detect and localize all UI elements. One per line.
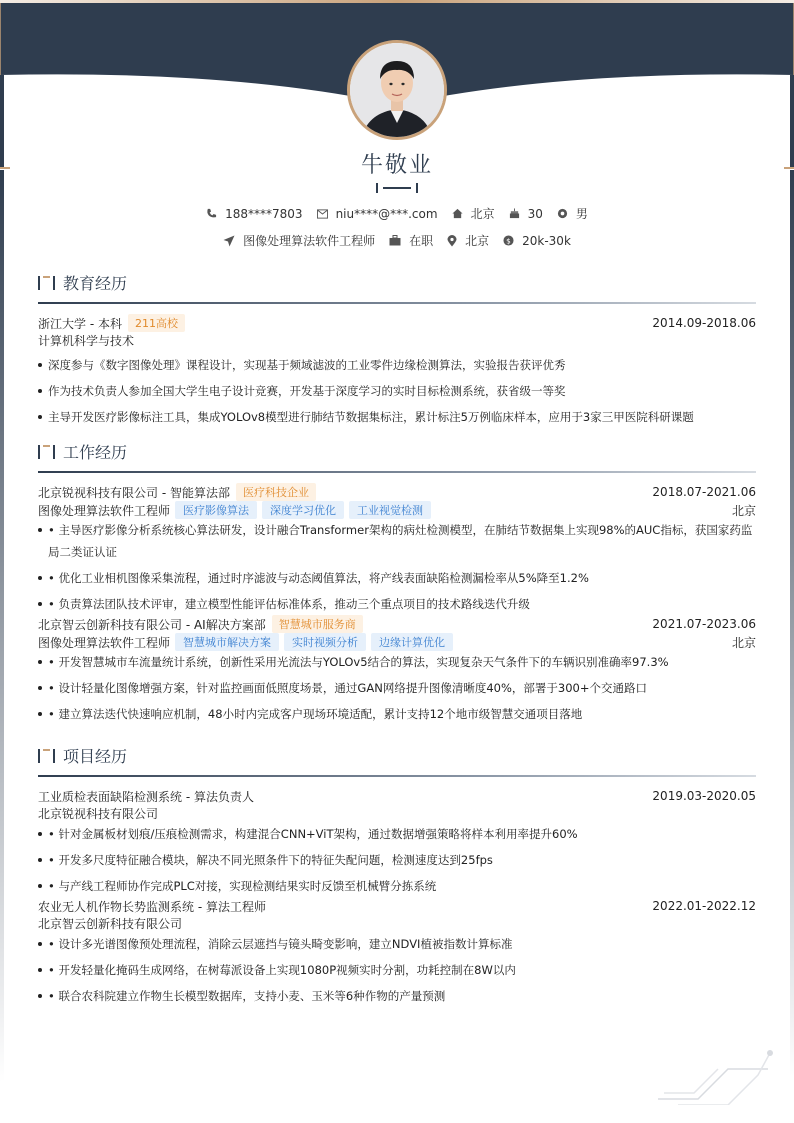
school-tag: 211高校	[128, 314, 185, 332]
job-bullet: • 负责算法团队技术评审，建立模型性能评估标准体系，推动三个重点项目的技术路线迭代升级	[38, 593, 756, 615]
job-role-row	[38, 501, 756, 519]
phone-icon	[206, 208, 217, 219]
skill-tag: 工业视觉检测	[349, 501, 431, 519]
city-value: 北京	[465, 234, 490, 248]
position-value: 图像处理算法软件工程师	[243, 234, 376, 248]
job-role-row	[38, 633, 756, 651]
project-bullet: • 针对金属板材划痕/压痕检测需求，构建混合CNN+ViT架构，通过数据增强策略将样本利用率提升60%	[38, 823, 756, 845]
age-item	[509, 207, 543, 221]
location-icon	[447, 235, 457, 247]
skill-tag: 边缘计算优化	[371, 633, 453, 651]
project-company: 北京锐视科技有限公司	[38, 807, 159, 821]
section-mark-icon	[38, 747, 55, 763]
education-date: 2014.09-2018.06	[652, 316, 756, 330]
candidate-name: 牛敬业	[360, 153, 433, 178]
corner-ornament	[658, 1049, 776, 1105]
skill-tag: 深度学习优化	[262, 501, 344, 519]
education-bullet: 深度参与《数字图像处理》课程设计，实现基于频域滤波的工业零件边缘检测算法，实验报告获评优秀	[38, 354, 756, 376]
home-icon	[452, 208, 463, 219]
education-bullet: 主导开发医疗影像标注工具，集成YOLOv8模型进行肺结节数据集标注，累计标注5万例临床样本，应用于3家三甲医院科研课题	[38, 406, 756, 428]
gender-icon	[557, 208, 568, 219]
send-icon	[223, 235, 235, 247]
education-header	[38, 271, 756, 293]
home-value: 北京	[470, 207, 495, 221]
skill-tag: 医疗影像算法	[175, 501, 257, 519]
job-city: 北京	[731, 503, 756, 518]
svg-text:$: $	[506, 236, 511, 246]
job-bullet: • 建立算法迭代快速响应机制，48小时内完成客户现场环境适配，累计支持12个地市级智慧交通项目落地	[38, 703, 756, 725]
work-header	[38, 440, 756, 462]
mail-icon	[317, 209, 328, 219]
project-header	[38, 787, 756, 805]
job-company: 北京智云创新科技有限公司 - AI解决方案部	[38, 617, 266, 632]
skill-tag: 智慧城市解决方案	[175, 633, 279, 651]
job-role: 图像处理算法软件工程师	[38, 635, 171, 650]
project-name: 农业无人机作物长势监测系统 - 算法工程师	[38, 899, 266, 914]
work-title: 工作经历	[63, 442, 128, 462]
job-company: 北京锐视科技有限公司 - 智能算法部	[38, 485, 230, 500]
age-value: 30	[527, 206, 543, 221]
project-date: 2019.03-2020.05	[652, 789, 756, 803]
email-value: niu****@***.com	[335, 206, 438, 221]
projects-header	[38, 744, 756, 766]
project-name: 工业质检表面缺陷检测系统 - 算法负责人	[38, 789, 254, 804]
education-entry-header	[38, 314, 756, 332]
gender-item	[557, 205, 588, 222]
project-bullet: • 联合农科院建立作物生长模型数据库，支持小麦、玉米等6种作物的产量预测	[38, 985, 756, 1007]
job-intent-row	[0, 232, 794, 249]
city-item	[447, 232, 489, 249]
major: 计算机科学与技术	[38, 334, 135, 348]
job-role: 图像处理算法软件工程师	[38, 503, 171, 518]
name-underline-ornament	[376, 183, 418, 193]
projects-section	[38, 744, 756, 1007]
briefcase-icon	[389, 235, 401, 246]
education-section	[38, 271, 756, 428]
job-bullet: • 优化工业相机图像采集流程，通过时序滤波与动态阈值算法，将产线表面缺陷检测漏检率从5%降至1.2%	[38, 567, 756, 589]
project-header	[38, 897, 756, 915]
education-title: 教育经历	[63, 273, 128, 293]
email-item	[317, 207, 438, 221]
project-bullet: • 开发多尺度特征融合模块，解决不同光照条件下的特征失配问题，检测速度达到25fps	[38, 849, 756, 871]
contact-row	[0, 205, 794, 222]
phone-item	[206, 207, 302, 221]
position-item	[223, 232, 375, 249]
work-section	[38, 440, 756, 725]
gender-value: 男	[575, 207, 588, 221]
left-rail	[0, 170, 4, 1082]
school-name: 浙江大学 - 本科	[38, 316, 122, 331]
company-tag: 智慧城市服务商	[272, 615, 363, 633]
right-rail	[790, 170, 794, 1082]
money-icon	[503, 235, 514, 246]
cake-icon	[509, 208, 520, 219]
job-bullet: • 主导医疗影像分析系统核心算法研发，设计融合Transformer架构的病灶检测模型，在肺结节数据集上实现98%的AUC指标，获国家药监局二类证认证	[38, 519, 756, 563]
job-header	[38, 615, 756, 633]
job-bullet: • 设计轻量化图像增强方案，针对监控画面低照度场景，通过GAN网络提升图像清晰度40%，部署于300+个交通路口	[38, 677, 756, 699]
project-bullet: • 与产线工程师协作完成PLC对接，实现检测结果实时反馈至机械臂分拣系统	[38, 875, 756, 897]
job-date: 2018.07-2021.06	[652, 485, 756, 499]
avatar-portrait	[350, 43, 444, 137]
section-mark-icon	[38, 274, 55, 290]
avatar	[347, 40, 447, 140]
phone-value: 188****7803	[225, 206, 303, 221]
project-company: 北京智云创新科技有限公司	[38, 917, 183, 931]
salary-value: 20k-30k	[522, 233, 571, 248]
project-bullet: • 开发轻量化掩码生成网络，在树莓派设备上实现1080P视频实时分割，功耗控制在8W以内	[38, 959, 756, 981]
projects-title: 项目经历	[63, 746, 128, 766]
job-date: 2021.07-2023.06	[652, 617, 756, 631]
job-bullet: • 开发智慧城市车流量统计系统，创新性采用光流法与YOLOv5结合的算法，实现复杂天气条件下的车辆识别准确率97.3%	[38, 651, 756, 673]
section-mark-icon	[38, 443, 55, 459]
company-tag: 医疗科技企业	[236, 483, 316, 501]
status-item	[389, 232, 433, 249]
education-bullet: 作为技术负责人参加全国大学生电子设计竞赛，开发基于深度学习的实时目标检测系统，获省级一等奖	[38, 380, 756, 402]
project-date: 2022.01-2022.12	[652, 899, 756, 913]
home-item	[452, 205, 495, 222]
project-bullet: • 设计多光谱图像预处理流程，消除云层遮挡与镜头畸变影响，建立NDVI植被指数计算标准	[38, 933, 756, 955]
salary-item	[503, 234, 571, 248]
job-city: 北京	[731, 635, 756, 650]
status-value: 在职	[409, 234, 434, 248]
skill-tag: 实时视频分析	[284, 633, 366, 651]
job-header	[38, 483, 756, 501]
